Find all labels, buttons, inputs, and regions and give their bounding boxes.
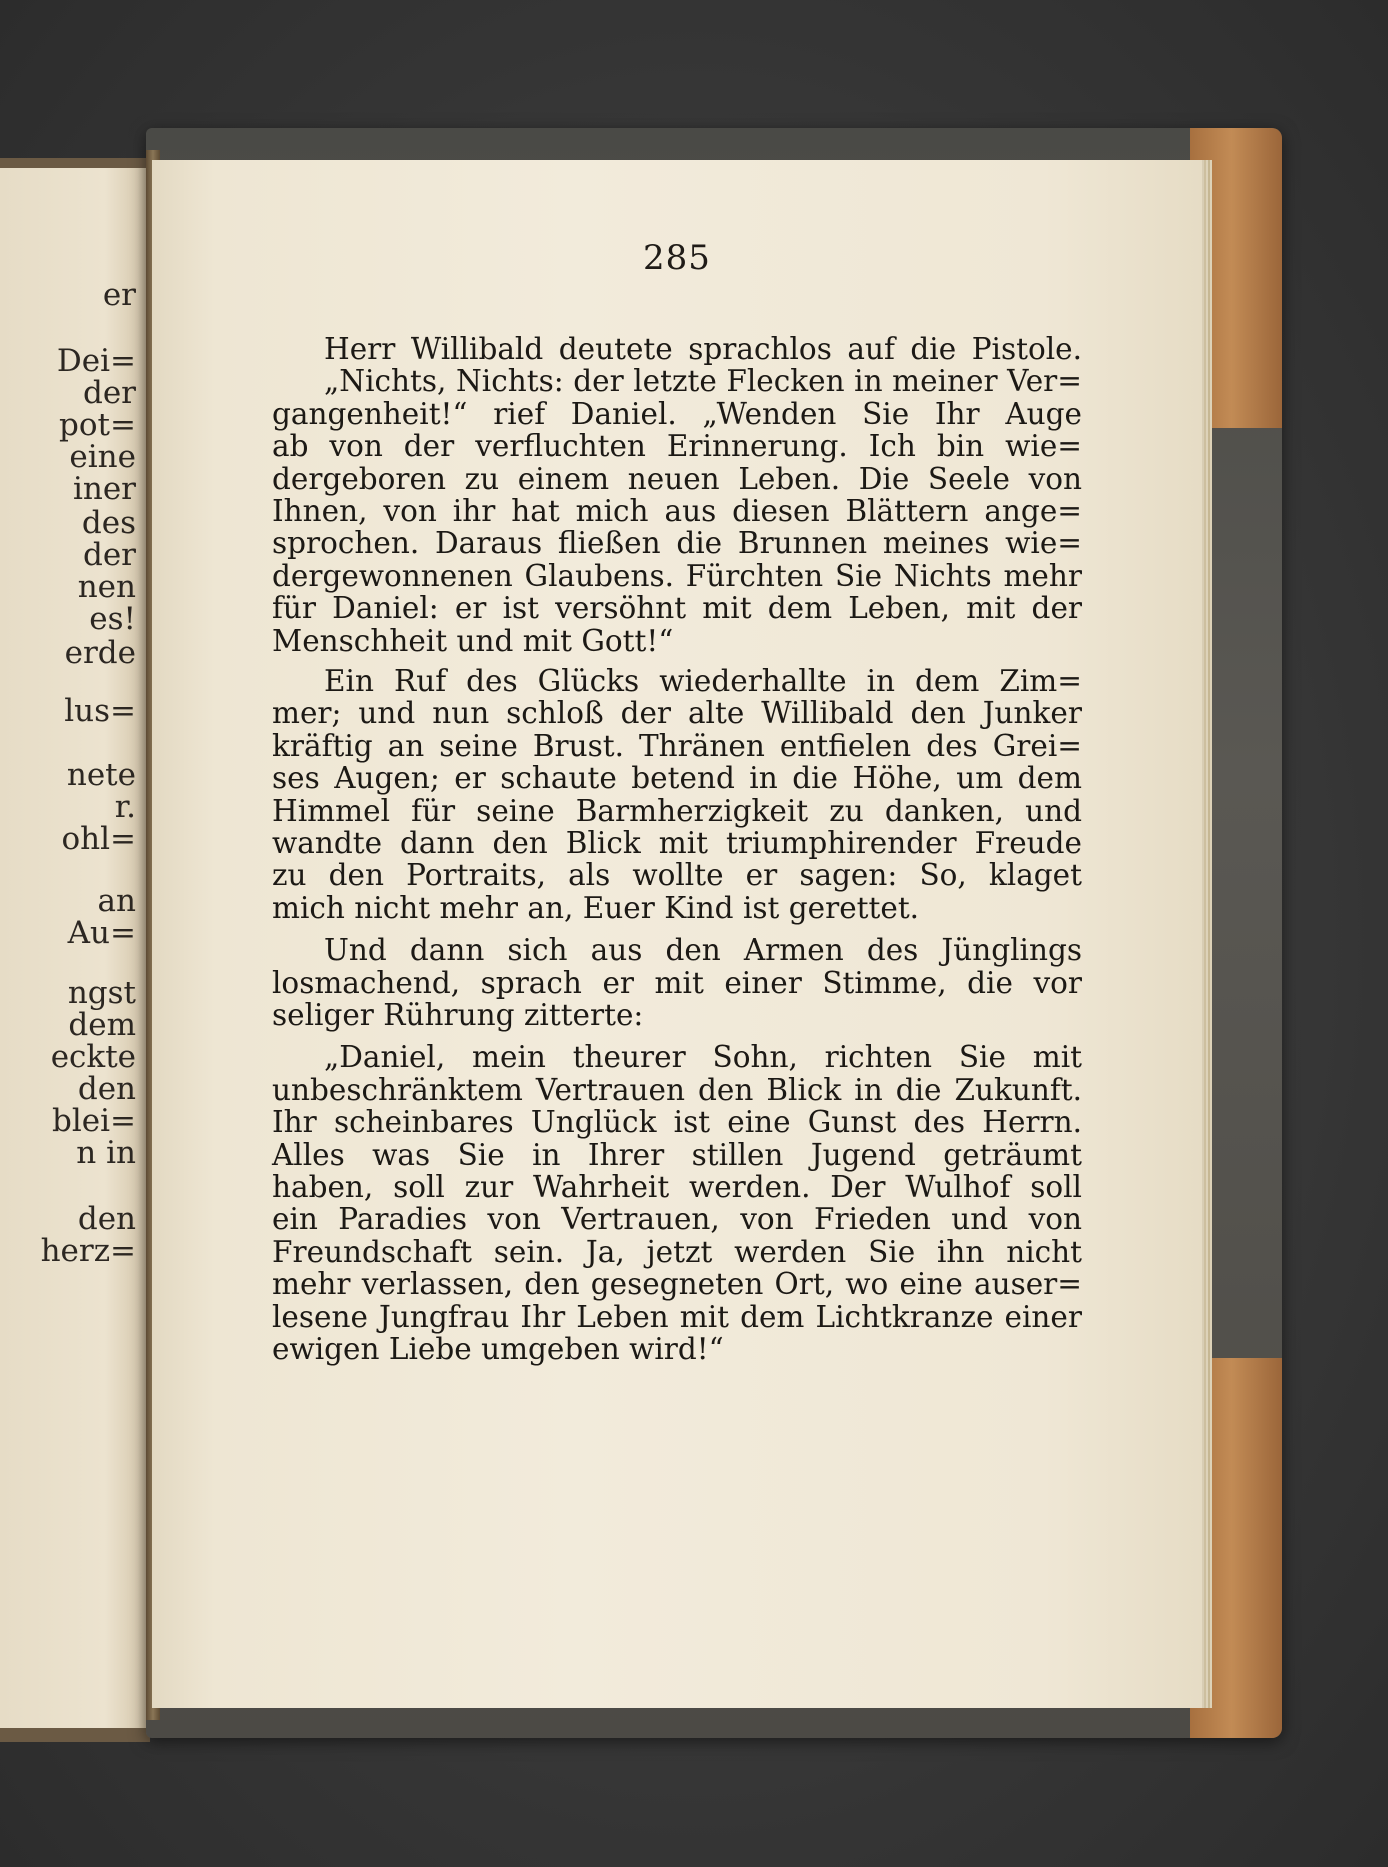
left-page-text-fragment: ngst [67,975,136,1011]
page-number: 285 [643,238,711,278]
text-line: kräftig an seine Brust. Thränen entfielen des Grei= [272,728,1082,763]
text-line: dergeboren zu einem neuen Leben. Die Seele von [272,461,1082,496]
left-page-text-fragment: den [77,1201,136,1237]
text-line: lesene Jungfrau Ihr Leben mit dem Lichtkranze einer [272,1299,1082,1334]
text-line: wandte dann den Blick mit triumphirender Freude [272,826,1082,860]
left-page-text-fragment: eckte [50,1039,136,1075]
left-page-text-fragment: den [77,1071,136,1107]
text-line: seliger Rührung zitterte: [272,998,644,1032]
left-page-text-fragment: iner [72,471,136,507]
left-page-text-fragment: des [81,505,136,541]
left-page-text-fragment: der [82,375,136,411]
text-line: losmachend, sprach er mit einer Stimme, die vor [272,965,1082,1000]
text-line: Menschheit und mit Gott!“ [272,623,674,658]
text-line: „Daniel, mein theurer Sohn, richten Sie mit [324,1040,1082,1075]
text-line: Freundschaft sein. Ja, jetzt werden Sie ihn nicht [272,1234,1082,1269]
cover-leather-corner-bottom [1190,1358,1282,1738]
text-line: „Nichts, Nichts: der letzte Flecken in meiner Ver= [324,364,1082,399]
text-line: unbeschränktem Vertrauen den Blick in die Zukunft. [272,1072,1082,1107]
left-page-text-fragment: blei= [52,1103,136,1139]
left-page-text-fragment: Au= [67,915,136,951]
left-page-text-fragment: nete [66,757,136,793]
left-page-text-fragment: der [82,537,136,573]
text-line: zu den Portraits, als wollte er sagen: So, klaget [272,858,1082,893]
left-page-text-fragment: erde [64,635,136,671]
text-line: haben, soll zur Wahrheit werden. Der Wulhof soll [272,1170,1082,1204]
left-page-text-fragment: er [102,277,136,313]
left-page-text-fragment: r. [114,789,136,825]
left-page-text-fragment: pot= [59,407,136,443]
left-page-text-fragment: ohl= [61,821,136,857]
text-line: mehr verlassen, den gesegneten Ort, wo eine auser= [272,1267,1082,1302]
left-page-text-fragment: an [97,883,136,919]
text-line: Herr Willibald deutete sprachlos auf die Pistole. [324,332,1082,366]
text-line: Ein Ruf des Glücks wiederhallte in dem Zim= [324,664,1082,698]
left-page-text-fragment: dem [68,1007,136,1043]
left-page-text-fragment: es! [89,601,136,637]
text-line: mich nicht mehr an, Euer Kind ist gerettet. [272,890,920,925]
text-line: ab von der verfluchten Erinnerung. Ich bin wie= [272,429,1082,464]
left-page-text-fragment: Dei= [56,343,136,379]
text-line: Himmel für seine Barmherzigkeit zu danken, und [272,793,1082,828]
text-line: dergewonnenen Glaubens. Fürchten Sie Nichts mehr [272,558,1082,593]
text-line: für Daniel: er ist versöhnt mit dem Leben, mit der [272,591,1082,626]
cover-leather-corner-top [1190,128,1282,428]
text-line: Ihr scheinbares Unglück ist eine Gunst des Herrn. [272,1105,1082,1140]
left-page-text-fragment: nen [77,569,136,605]
text-line: sprochen. Daraus fließen die Brunnen meines wie= [272,526,1082,561]
text-line: Alles was Sie in Ihrer stillen Jugend geträumt [272,1137,1082,1172]
text-line: ewigen Liebe umgeben wird!“ [272,1332,724,1366]
text-line: Ihnen, von ihr hat mich aus diesen Blättern ange= [272,494,1082,528]
left-page-text-fragment: herz= [40,1233,136,1269]
text-line: ses Augen; er schaute betend in die Höhe, um dem [272,761,1082,796]
text-line: Und dann sich aus den Armen des Jünglings [324,933,1082,968]
left-page-text-fragment: n in [76,1135,136,1171]
text-line: mer; und nun schloß der alte Willibald den Junker [272,696,1082,731]
text-line: gangenheit!“ rief Daniel. „Wenden Sie Ihr Auge [272,396,1082,431]
current-page [152,160,1202,1708]
left-page-text-fragment: eine [69,439,136,475]
left-page-text-fragment: lus= [64,693,136,729]
text-line: ein Paradies von Vertrauen, von Frieden und von [272,1202,1082,1237]
previous-page [0,158,150,1742]
